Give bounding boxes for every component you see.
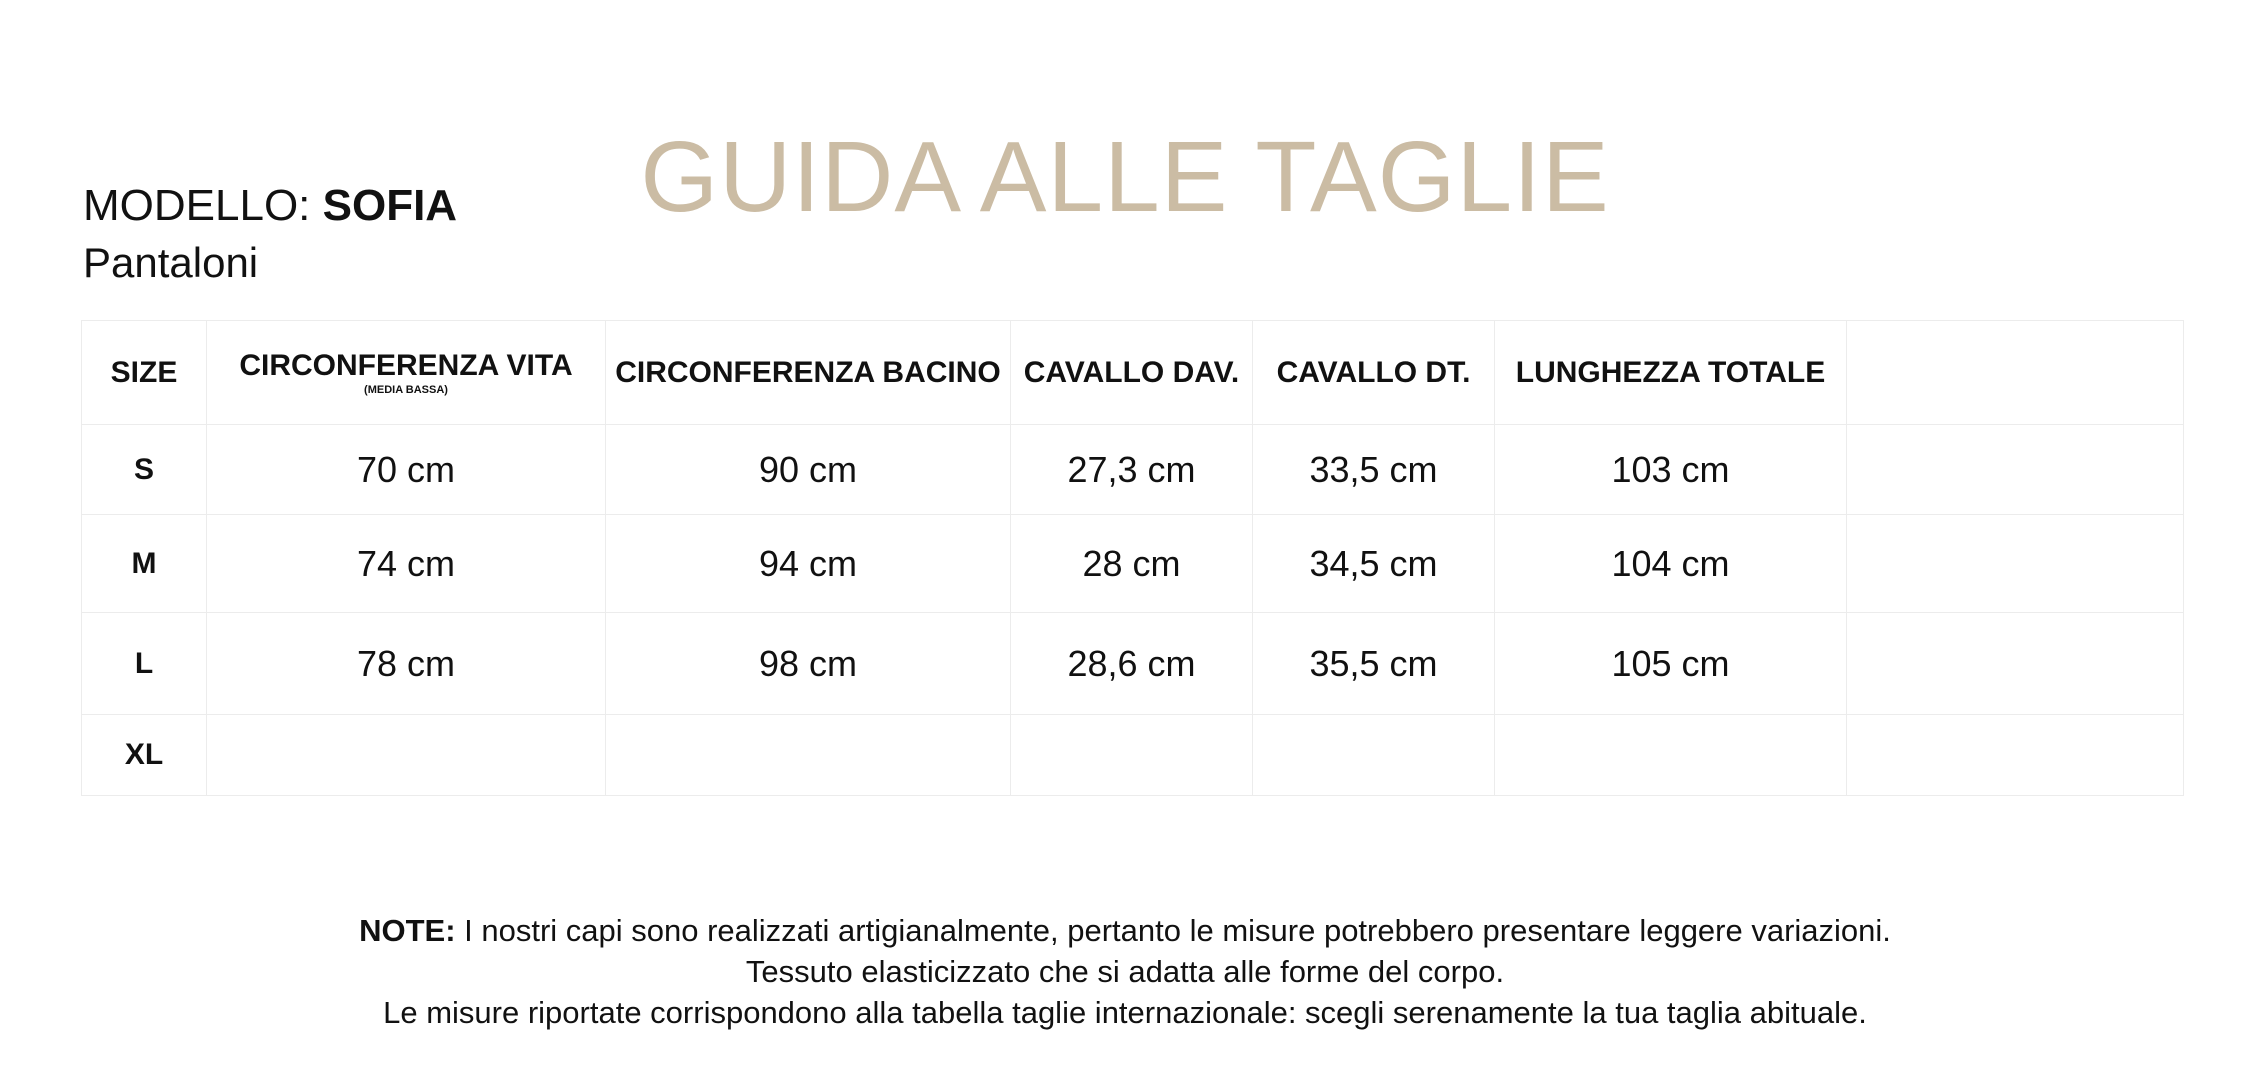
notes-block xyxy=(0,910,2250,1033)
header-waist xyxy=(207,321,606,425)
back-rise-cell: 33,5 cm xyxy=(1253,425,1495,515)
size-cell: L xyxy=(82,613,207,715)
size-chart-table xyxy=(81,320,2184,796)
size-cell: S xyxy=(82,425,207,515)
model-label: MODELLO: xyxy=(83,181,311,230)
waist-cell: 74 cm xyxy=(207,515,606,613)
note-line-2: Tessuto elasticizzato che si adatta alle forme del corpo. xyxy=(745,954,1505,989)
table-row xyxy=(82,515,2184,613)
header-extra xyxy=(1847,321,2184,425)
size-cell: M xyxy=(82,515,207,613)
extra-cell xyxy=(1847,715,2184,796)
table-row xyxy=(82,613,2184,715)
note-label: NOTE: xyxy=(359,913,456,948)
table-header-row xyxy=(82,321,2184,425)
header-size: SIZE xyxy=(82,321,207,425)
length-cell xyxy=(1495,715,1847,796)
header-waist-label: CIRCONFERENZA VITA xyxy=(239,349,573,382)
page-title: GUIDA ALLE TAGLIE xyxy=(640,121,1610,233)
waist-cell xyxy=(207,715,606,796)
front-rise-cell: 28 cm xyxy=(1011,515,1253,613)
note-line-3: Le misure riportate corrispondono alla tabella taglie internazionale: scegli serenamente la tua taglia abituale. xyxy=(383,995,1867,1030)
front-rise-cell xyxy=(1011,715,1253,796)
product-category: Pantaloni xyxy=(83,239,259,286)
table-row xyxy=(82,425,2184,515)
waist-cell: 70 cm xyxy=(207,425,606,515)
hips-cell: 94 cm xyxy=(606,515,1011,613)
hips-cell: 90 cm xyxy=(606,425,1011,515)
extra-cell xyxy=(1847,515,2184,613)
extra-cell xyxy=(1847,613,2184,715)
hips-cell: 98 cm xyxy=(606,613,1011,715)
extra-cell xyxy=(1847,425,2184,515)
back-rise-cell xyxy=(1253,715,1495,796)
length-cell: 105 cm xyxy=(1495,613,1847,715)
length-cell: 104 cm xyxy=(1495,515,1847,613)
header-length: LUNGHEZZA TOTALE xyxy=(1495,321,1847,425)
note-line-1 xyxy=(0,910,2250,951)
back-rise-cell: 35,5 cm xyxy=(1253,613,1495,715)
header-front-rise: CAVALLO DAV. xyxy=(1011,321,1253,425)
model-name: SOFIA xyxy=(322,181,458,230)
length-cell: 103 cm xyxy=(1495,425,1847,515)
model-line xyxy=(83,178,457,234)
header-waist-note: (MEDIA BASSA) xyxy=(364,384,448,396)
size-cell: XL xyxy=(82,715,207,796)
back-rise-cell: 34,5 cm xyxy=(1253,515,1495,613)
front-rise-cell: 28,6 cm xyxy=(1011,613,1253,715)
header-hips: CIRCONFERENZA BACINO xyxy=(606,321,1011,425)
front-rise-cell: 27,3 cm xyxy=(1011,425,1253,515)
header-back-rise: CAVALLO DT. xyxy=(1253,321,1495,425)
note-text-1: I nostri capi sono realizzati artigianalmente, pertanto le misure potrebbero presentare leggere variazioni. xyxy=(464,913,1891,948)
table-row xyxy=(82,715,2184,796)
hips-cell xyxy=(606,715,1011,796)
waist-cell: 78 cm xyxy=(207,613,606,715)
